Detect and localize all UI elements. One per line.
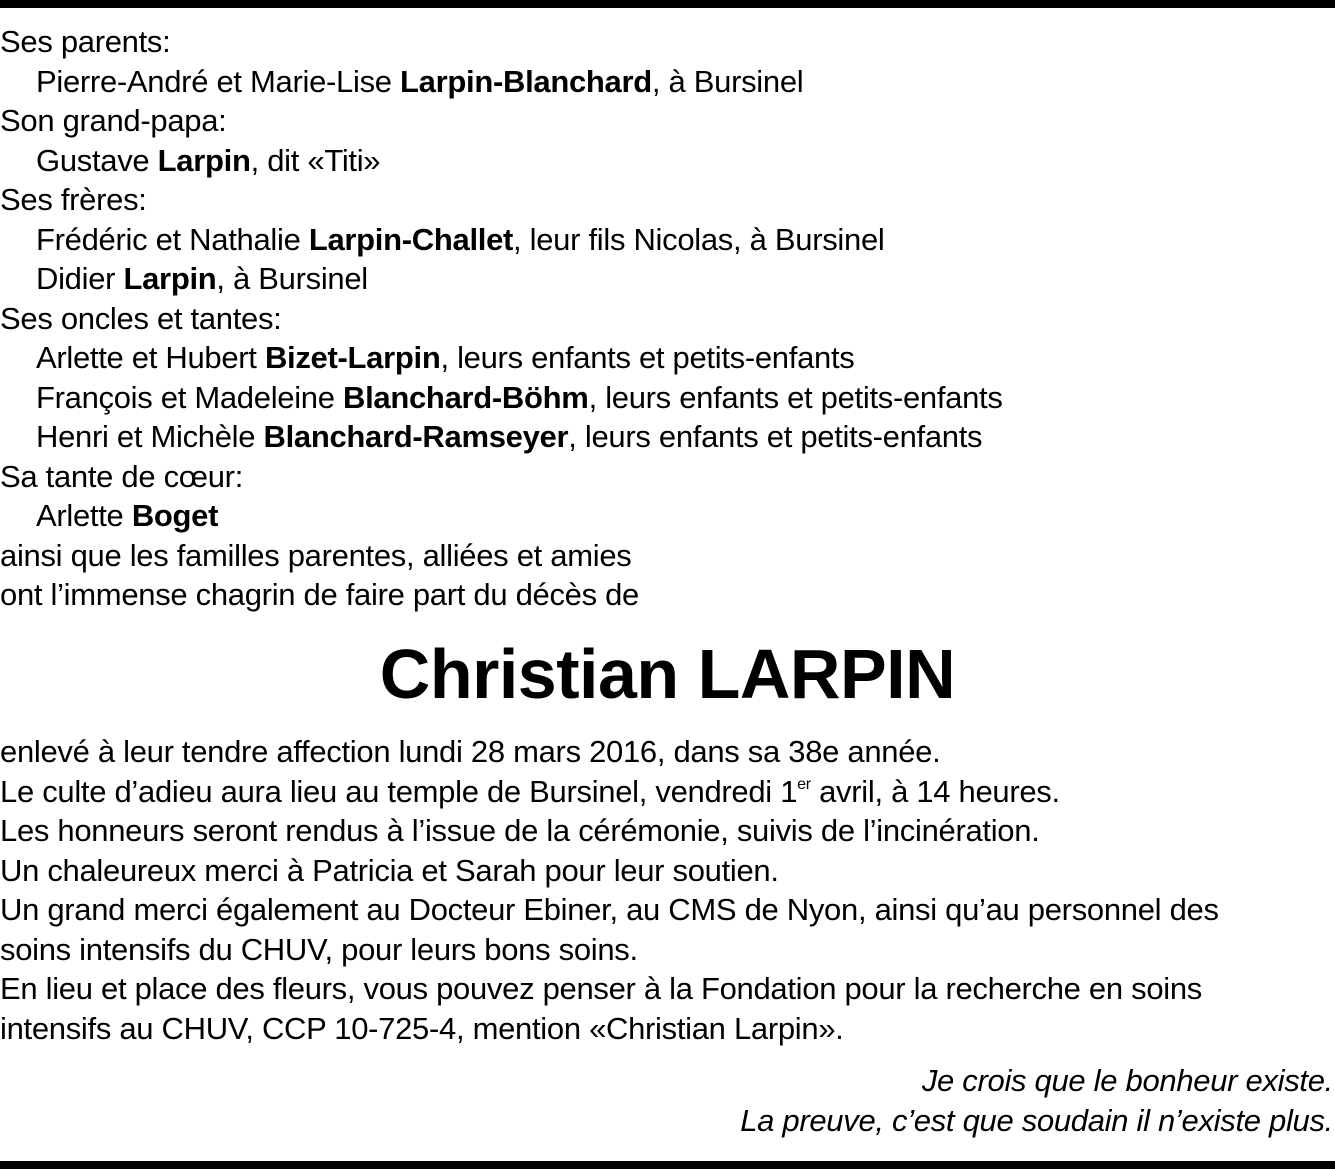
aunt-entry: Arlette Boget [36, 498, 219, 533]
closing-line: ainsi que les familles parentes, alliées et amies [0, 537, 632, 573]
surname: Larpin [157, 142, 251, 178]
ordinal-suffix: er [797, 775, 811, 793]
top-rule [0, 0, 1335, 8]
bottom-rule [0, 1161, 1335, 1169]
closing-line: ont l’immense chagrin de faire part du décès de [0, 577, 639, 612]
surname: Boget [131, 498, 219, 533]
grandpa-entry: Gustave Larpin, dit «Titi» [36, 142, 381, 178]
closing-quote [740, 1061, 1333, 1140]
uncle-entry: François et Madeleine Blanchard-Böhm, leurs enfants et petits-enfants [36, 379, 1003, 415]
detail-line: En lieu et place des fleurs, vous pouvez penser à la Fondation pour la recherche en soins [0, 971, 1202, 1006]
uncle-entry: Arlette et Hubert Bizet-Larpin, leurs enfants et petits-enfants [36, 340, 855, 375]
surname: Bizet-Larpin [264, 340, 441, 375]
detail-line: soins intensifs du CHUV, pour leurs bons soins. [0, 931, 638, 967]
surname: Larpin [123, 261, 217, 296]
brother-entry: Didier Larpin, à Bursinel [36, 261, 368, 296]
surname: Blanchard-Ramseyer [263, 419, 569, 454]
surname: Larpin-Blanchard [400, 63, 652, 99]
quote-line: Je crois que le bonheur existe. [921, 1063, 1333, 1098]
aunt-label: Sa tante de cœur: [0, 458, 244, 494]
details-text [0, 732, 1335, 1048]
detail-line: Un grand merci également au Docteur Ebiner, au CMS de Nyon, ainsi qu’au personnel des [0, 892, 1219, 927]
uncle-entry: Henri et Michèle Blanchard-Ramseyer, leurs enfants et petits-enfants [36, 419, 983, 454]
detail-line: Les honneurs seront rendus à l’issue de la cérémonie, suivis de l’incinération. [0, 813, 1040, 848]
surname: Blanchard-Böhm [343, 379, 589, 415]
uncles-label: Ses oncles et tantes: [0, 300, 282, 336]
parents-label: Ses parents: [0, 24, 171, 59]
detail-line: enlevé à leur tendre affection lundi 28 mars 2016, dans sa 38e année. [0, 734, 941, 769]
family-list [0, 22, 1335, 615]
detail-line: Le culte d’adieu aura lieu au temple de Bursinel, vendredi 1er avril, à 14 heures. [0, 773, 1060, 809]
surname: Larpin-Challet [308, 221, 514, 257]
detail-line: intensifs au CHUV, CCP 10-725-4, mention «Christian Larpin». [0, 1010, 844, 1046]
brother-entry: Frédéric et Nathalie Larpin-Challet, leur fils Nicolas, à Bursinel [36, 221, 885, 257]
quote-line: La preuve, c’est que soudain il n’existe plus. [740, 1102, 1333, 1138]
brothers-label: Ses frères: [0, 182, 147, 217]
grandpa-label: Son grand-papa: [0, 103, 227, 138]
deceased-name: Christian LARPIN [379, 635, 956, 713]
parents-entry: Pierre-André et Marie-Lise Larpin-Blanchard, à Bursinel [36, 63, 804, 99]
detail-line: Un chaleureux merci à Patricia et Sarah pour leur soutien. [0, 852, 779, 888]
